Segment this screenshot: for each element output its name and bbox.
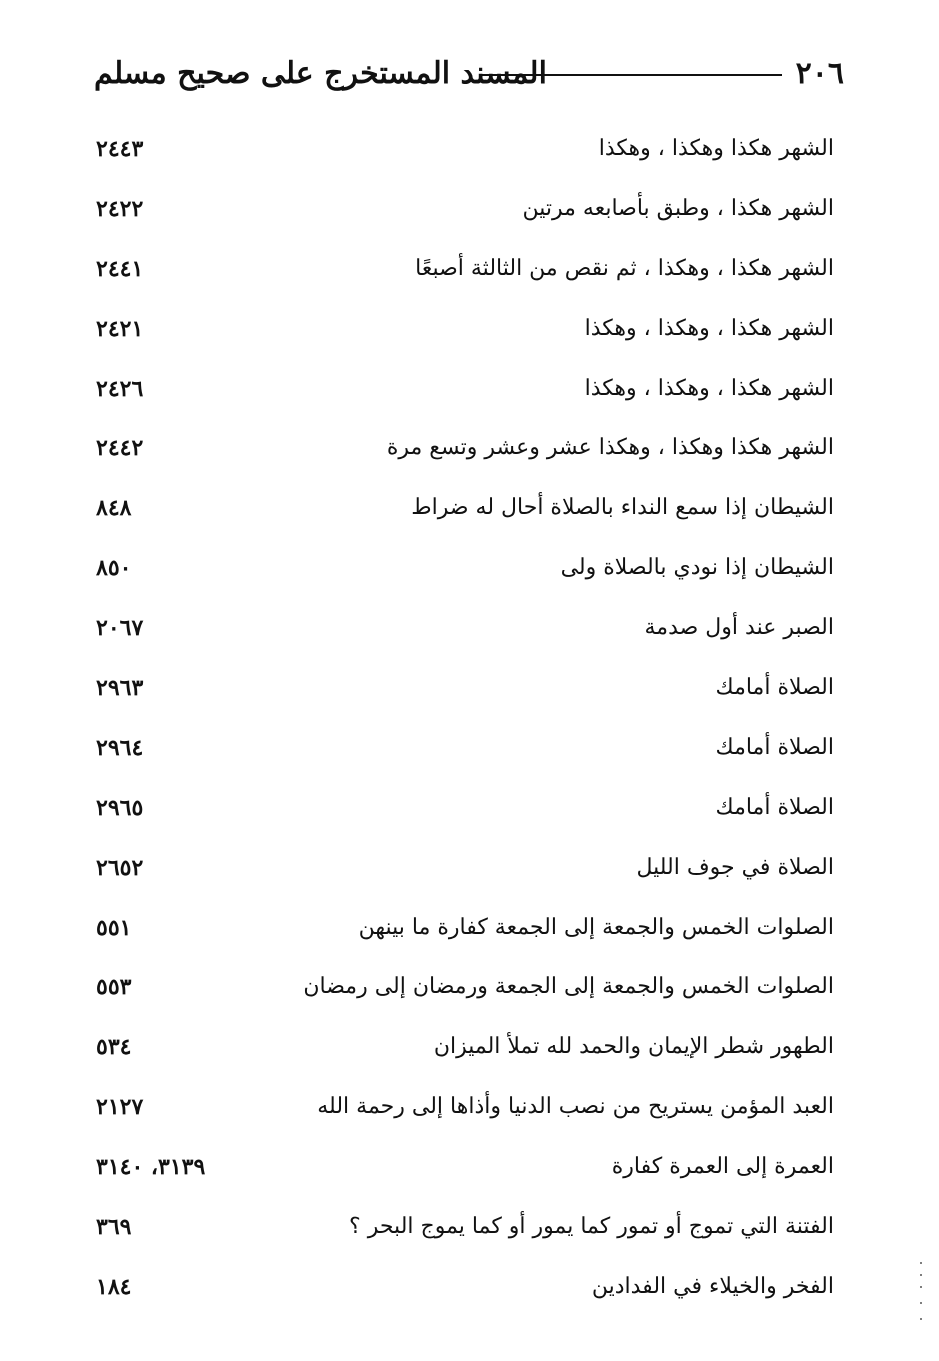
entry-text: الشيطان إذا سمع النداء بالصلاة أحال له ضراط [411, 495, 834, 521]
entry-text: الطهور شطر الإيمان والحمد لله تملأ الميزان [433, 1034, 834, 1060]
index-entry [96, 839, 834, 899]
index-entry [96, 479, 834, 539]
entry-text: الشهر هكذا ، وطبق بأصابعه مرتين [522, 195, 834, 221]
entry-reference-number: ٨٥٠ [96, 555, 132, 582]
entry-text: الصلاة في جوف الليل [636, 854, 834, 880]
page-header [94, 54, 844, 98]
entry-reference-number: ٢٦٥٢ [96, 854, 144, 881]
entry-reference-number: ٥٥٣ [96, 974, 132, 1001]
page-number: ٢٠٦ [795, 56, 844, 91]
entry-text: الشهر هكذا ، وهكذا ، ثم نقص من الثالثة أصبعًا [415, 255, 834, 281]
entry-text: العبد المؤمن يستريح من نصب الدنيا وأذاها إلى رحمة الله [317, 1094, 834, 1120]
index-entry [96, 958, 834, 1018]
hadith-index-list [96, 120, 834, 1318]
entry-reference-number: ٣٦٩ [96, 1214, 132, 1241]
entry-text: الصلوات الخمس والجمعة إلى الجمعة ورمضان إلى رمضان [303, 974, 834, 1000]
entry-text: العمرة إلى العمرة كفارة [611, 1154, 834, 1180]
entry-text: الشهر هكذا وهكذا ، وهكذا عشر وعشر وتسع مرة [386, 435, 834, 461]
entry-reference-number: ٢٤٢١ [96, 315, 144, 342]
index-entry [96, 599, 834, 659]
entry-text: الشهر هكذا ، وهكذا ، وهكذا [584, 375, 834, 401]
index-entry [96, 779, 834, 839]
entry-text: الفخر والخيلاء في الفدادين [591, 1273, 834, 1299]
entry-reference-number: ٣١٣٩، ٣١٤٠ [96, 1154, 206, 1181]
entry-text: الفتنة التي تموج أو تمور كما يمور أو كما يموج البحر ؟ [349, 1214, 834, 1240]
index-entry [96, 120, 834, 180]
index-entry [96, 539, 834, 599]
index-entry [96, 1078, 834, 1138]
index-entry [96, 419, 834, 479]
scan-margin-marks [918, 1262, 924, 1322]
index-entry [96, 180, 834, 240]
index-entry [96, 360, 834, 420]
entry-reference-number: ٨٤٨ [96, 495, 132, 522]
entry-reference-number: ٢٤٤٢ [96, 435, 144, 462]
entry-text: الصلاة أمامك [715, 794, 834, 820]
entry-reference-number: ٢١٢٧ [96, 1094, 144, 1121]
entry-text: الشهر هكذا ، وهكذا ، وهكذا [584, 315, 834, 341]
index-entry [96, 240, 834, 300]
entry-text: الشيطان إذا نودي بالصلاة ولى [560, 555, 834, 581]
entry-text: الصلاة أمامك [715, 675, 834, 701]
entry-reference-number: ٢٤٤١ [96, 255, 144, 282]
index-entry [96, 659, 834, 719]
entry-reference-number: ١٨٤ [96, 1273, 132, 1300]
entry-reference-number: ٥٥١ [96, 914, 132, 941]
index-entry [96, 1198, 834, 1258]
index-entry [96, 1018, 834, 1078]
entry-reference-number: ٥٣٤ [96, 1034, 132, 1061]
index-entry [96, 300, 834, 360]
entry-reference-number: ٢٩٦٥ [96, 794, 144, 821]
index-entry [96, 719, 834, 779]
entry-text: الشهر هكذا وهكذا ، وهكذا [598, 136, 834, 161]
entry-text: الصبر عند أول صدمة [644, 615, 834, 641]
entry-reference-number: ٢٤٢٦ [96, 375, 144, 402]
entry-reference-number: ٢٩٦٤ [96, 734, 144, 761]
entry-text: الصلوات الخمس والجمعة إلى الجمعة كفارة ما بينهن [358, 914, 834, 940]
index-entry [96, 1138, 834, 1198]
index-entry [96, 1258, 834, 1318]
entry-reference-number: ٢٤٤٣ [96, 136, 144, 162]
entry-reference-number: ٢٤٢٢ [96, 195, 144, 222]
index-entry [96, 899, 834, 959]
entry-reference-number: ٢٩٦٣ [96, 675, 144, 702]
book-title: المسند المستخرج على صحيح مسلم [94, 56, 547, 91]
entry-reference-number: ٢٠٦٧ [96, 615, 144, 642]
entry-text: الصلاة أمامك [715, 734, 834, 760]
